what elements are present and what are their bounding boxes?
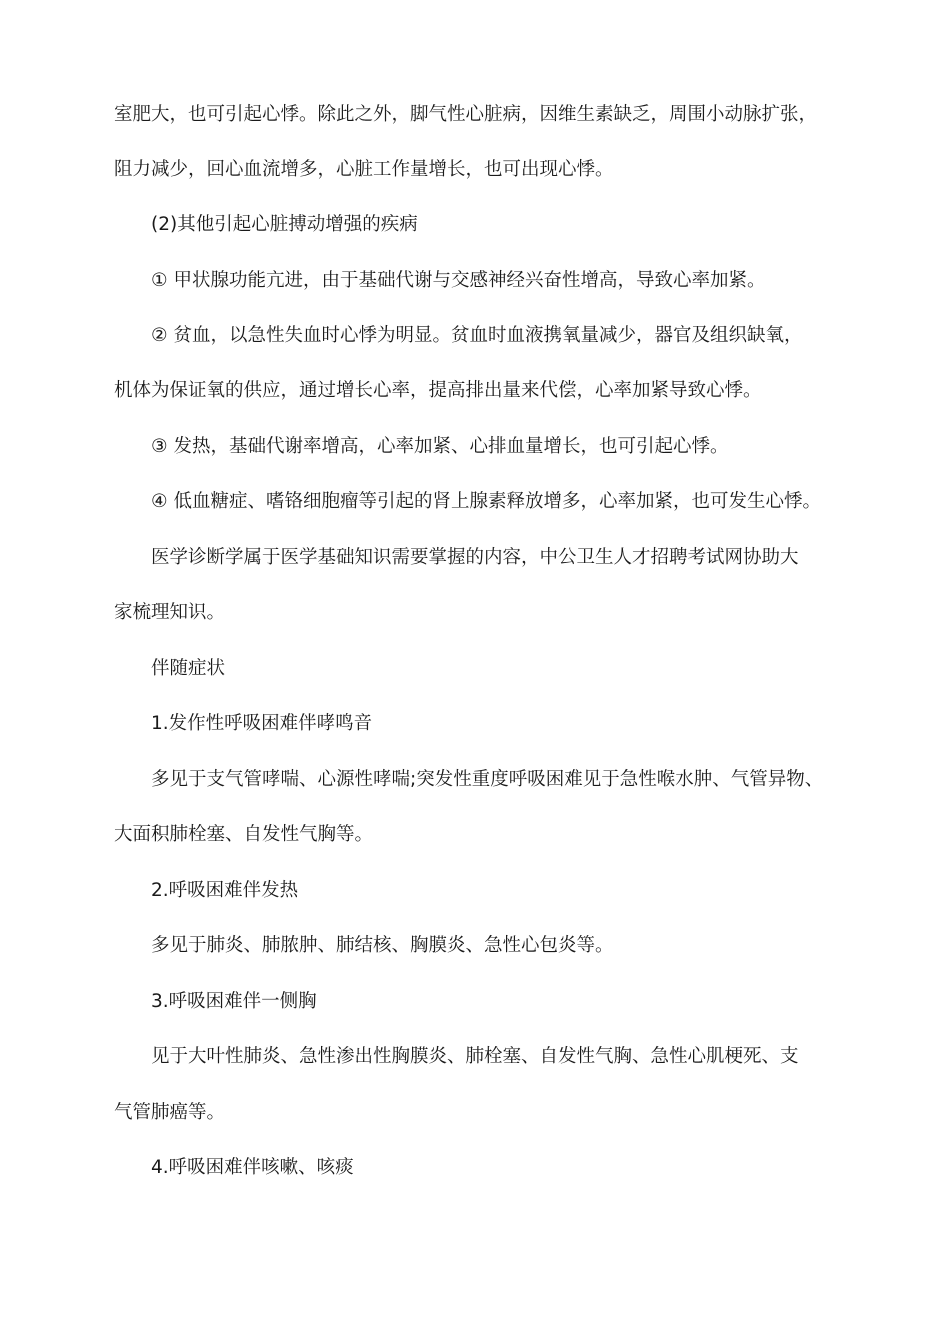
subheading: 2.呼吸困难伴发热 xyxy=(151,880,299,901)
text-line: 室肥大，也可引起心悸。除此之外，脚气性心脏病，因维生素缺乏，周围小动脉扩张， xyxy=(114,104,818,125)
subheading: 3.呼吸困难伴一侧胸 xyxy=(151,991,317,1012)
list-item: ② 贫血，以急性失血时心悸为明显。贫血时血液携氧量减少，器官及组织缺氧， xyxy=(151,325,803,346)
text-line: 气管肺癌等。 xyxy=(114,1102,226,1123)
subheading: 1.发作性呼吸困难伴哮鸣音 xyxy=(151,713,373,734)
text-line: 家梳理知识。 xyxy=(114,602,226,623)
text-line: 阻力减少，回心血流增多，心脏工作量增长，也可出现心悸。 xyxy=(114,159,614,180)
section-heading: 伴随症状 xyxy=(151,658,226,679)
list-item: ③ 发热，基础代谢率增高，心率加紧、心排血量增长，也可引起心悸。 xyxy=(151,436,729,457)
list-item: ④ 低血糖症、嗜铬细胞瘤等引起的肾上腺素释放增多，心率加紧，也可发生心悸。 xyxy=(151,491,821,512)
text-line: 多见于支气管哮喘、心源性哮喘;突发性重度呼吸困难见于急性喉水肿、气管异物、 xyxy=(151,769,824,790)
text-line: 医学诊断学属于医学基础知识需要掌握的内容，中公卫生人才招聘考试网协助大 xyxy=(151,547,799,568)
subheading: 4.呼吸困难伴咳嗽、咳痰 xyxy=(151,1157,354,1178)
list-item: ① 甲状腺功能亢进，由于基础代谢与交感神经兴奋性增高，导致心率加紧。 xyxy=(151,270,766,291)
text-line: 大面积肺栓塞、自发性气胸等。 xyxy=(114,824,374,845)
text-line: 机体为保证氧的供应，通过增长心率，提高排出量来代偿，心率加紧导致心悸。 xyxy=(114,380,762,401)
section-heading: (2)其他引起心脏搏动增强的疾病 xyxy=(151,214,418,235)
text-line: 见于大叶性肺炎、急性渗出性胸膜炎、肺栓塞、自发性气胸、急性心肌梗死、支 xyxy=(151,1046,799,1067)
text-line: 多见于肺炎、肺脓肿、肺结核、胸膜炎、急性心包炎等。 xyxy=(151,935,614,956)
